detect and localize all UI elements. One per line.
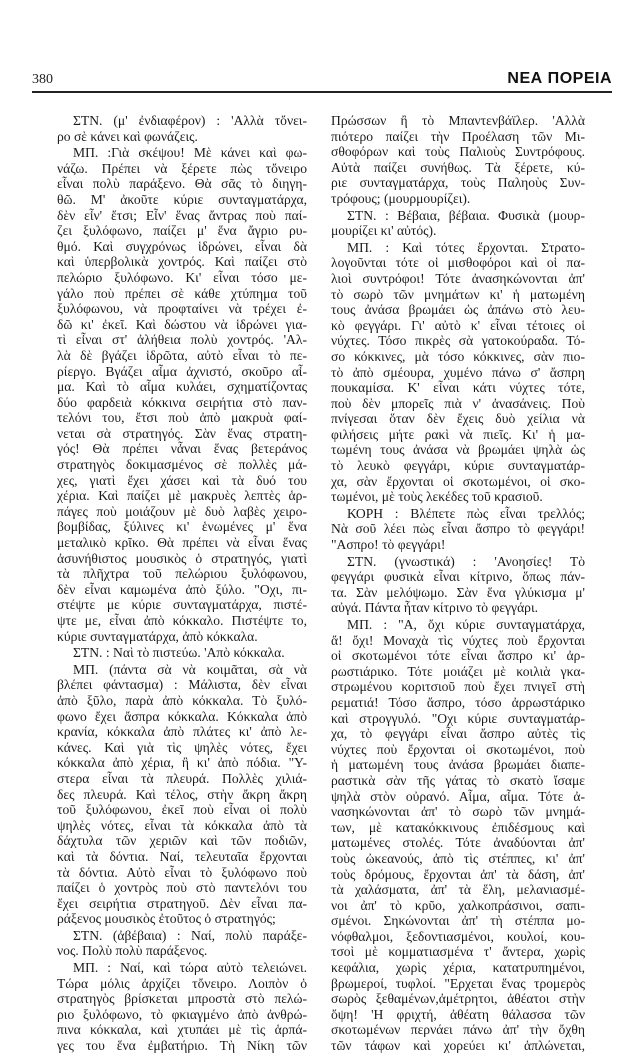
text-line: σμένοι. Σηκώνονται ἀπ' τὴ στέππα μο- (331, 913, 585, 929)
text-line: κεφάλια, χωρὶς χέρια, κατατρυπημένοι, (331, 960, 585, 976)
text-line: παίζει ὁ χοντρὸς ποὺ στὸ παντελόνι του (57, 880, 307, 896)
text-line: νοι ἀπ' τὸ κρῦο, χαλκοπράσινοι, σαπι- (331, 897, 585, 913)
journal-title: ΝΕΑ ΠΟΡΕΙΑ (507, 70, 612, 87)
text-line: νύχτες ποὺ ἔρχονται οἱ σκοτωμένοι, ποὺ (331, 741, 585, 757)
text-line: ΜΠ. : Καὶ τότες ἔρχονται. Στρατο- (347, 239, 585, 255)
text-line: τρόφους; (μουρμουρίζει). (331, 190, 471, 206)
text-line: κύριε συνταγματάρχα, ἀπὸ κόκκαλα. (57, 628, 258, 644)
text-line: τους ἀνάσα βρωμάει ὡς ἀπάνω στὸ λευ- (331, 302, 585, 318)
text-line: ΜΠ. :Γιὰ σκέψου! Μὲ κάνει καὶ φω- (73, 145, 307, 161)
text-line: χα, σὰν ἔρχονται οἱ σκοτωμένοι, οἱ σκο- (331, 473, 585, 489)
text-line: γες του ἕνα ἐμβατήριο. Τὴ Νίκη τῶν (57, 1038, 307, 1054)
text-line: πιότερο παίζει τὴν Προέλαση τῶν Μι- (331, 128, 585, 144)
text-line: ἄ! ὄχι! Μοναχὰ τὶς νύχτες ποὺ ἔρχονται (331, 632, 585, 648)
text-line: δὲν εἶναι καμωμένα ἀπὸ ξύλο. "Οχι, πι- (57, 581, 307, 597)
text-line: λὰ δὲ βγάζει ἱδρῶτα, αὐτὸ εἶναι τὸ πε- (57, 347, 307, 363)
text-line: κάνες. Καὶ γιὰ τὶς ψηλὲς νότες, ἔχει (57, 739, 307, 755)
text-line: νάζω. Πρέπει νὰ ξέρετε πὼς τὄνειρο (57, 160, 307, 176)
text-line: ΜΠ. : "Α, ὄχι κύριε συνταγματάρχα, (347, 617, 585, 632)
text-line: βομβίδας, ξύλινες κι' ἑνωμένες μ' ἕνα (57, 519, 307, 535)
text-line: "Ασπρο! τὸ φεγγάρι! (331, 537, 446, 553)
text-line: ριε συνταγματάρχα, τοὺς Παληοὺς Συν- (331, 175, 585, 191)
text-line: τὶ εἶναι στ' ἀλήθεια πολὺ χοντρός. 'Αλ- (57, 332, 307, 348)
text-line: ΣΤΝ. : Ναὶ τὸ πιστεύω. 'Απὸ κόκκαλα. (73, 645, 285, 661)
text-line: γός! Θὰ πρέπει νἆναι ἕνας βετεράνος (57, 441, 307, 457)
text-line: τοὺς ὠκεανούς, ἀπὸ τὶς στέππες, κι' ἀπ' (331, 850, 585, 866)
text-line: ραστικὰ σὰν τῆς γάτας τὸ σκατὸ ἴσαμε (331, 772, 585, 788)
text-line: θμό. Καὶ συγχρόνως ἱδρώνει, εἶναι δὰ (57, 238, 307, 254)
text-line: τοὺς δρόμους, ἔρχονται ἀπ' τὰ δάση, ἀπ' (331, 866, 585, 882)
text-line: τῶν τάφων καὶ χορεύει κι' ἁπλώνεται, (331, 1038, 585, 1054)
text-line: ΣΤΝ. (μ' ἐνδιαφέρον) : 'Αλλὰ τὄνει- (73, 113, 307, 128)
text-column-left (57, 113, 307, 1054)
text-line: βλέπει φάντασμα) : Μάλιστα, δὲν εἶναι (57, 677, 307, 693)
text-line: ὄψη! 'Η φριχτή, ἀθέατη θάλασσα τῶν (331, 1006, 585, 1022)
text-line: τὰ πλῆχτρα τοῦ πελώριου ξυλόφωνου, (57, 566, 307, 582)
text-line: θῶ. Μ' ἀκοῦτε κύριε συνταγματάρχα, (57, 191, 307, 207)
text-line: ἡ ματωμένη τους ἀνάσα βρωμάει διαπε- (331, 757, 585, 773)
text-line: τελόνι του, ἔτσι ποὺ ἀπὸ μακρυὰ φαί- (57, 410, 307, 426)
text-line: Πρώσσων ἢ τὸ Μπαντενβάϊλερ. 'Αλλὰ (331, 113, 585, 128)
text-line: τσοὶ μὲ κομματιασμένα τ' ἄντερα, χωρὶς (331, 944, 585, 960)
text-line: κὸ φεγγάρι. Γι' αὐτὸ κ' εἶναι τέτοιες οἱ (331, 317, 585, 333)
text-line: ματωμένες στολές. Τότε ἀναδύονται ἀπ' (331, 835, 585, 851)
text-line: δῶ κι' ἐκεῖ. Καὶ δώστου νὰ ἱδρώνει για- (57, 316, 307, 332)
text-line: φωνο ἔχει ἄσπρα κόκκαλα. Κόκκαλα ἀπὸ (57, 708, 307, 724)
text-line: φιλήσεις μήτε ρακὶ νὰ πιεῖς. Κι' ἡ μα- (331, 426, 585, 442)
text-line: ΜΠ. : Ναί, καὶ τώρα αὐτὸ τελειώνει. (73, 960, 307, 976)
text-column-right (331, 113, 585, 1054)
text-line: ἀπὸ ξῦλο, παρὰ ἀπὸ κόκκαλα. Τὸ ξυλό- (57, 692, 307, 708)
text-line: κρανία, κόκκαλα ἀπὸ πλάτες κι' ἀπὸ λε- (57, 724, 307, 740)
text-line: στερα εἶναι τὰ πλευρά. Πολλὲς χιλιά- (57, 770, 307, 786)
text-line: ψηλὲς νότες, εἶναι τὰ κόκκαλα ἀπὸ τὰ (57, 817, 307, 833)
text-line: νύχτες. Τόσο πικρὲς σὰ γατοκούραδα. Τό- (331, 333, 585, 349)
text-line: Τώρα μόλις ἀρχίζει τὄνειρο. Λοιπὸν ὁ (57, 975, 307, 991)
text-line: στρωμένου κοριτσιοῦ ποὺ ἔχει πνιγεῖ στὴ (331, 679, 585, 695)
text-line: τωμένοι, μὲ τοὺς λεκέδες τοῦ κρασιοῦ. (331, 489, 543, 505)
text-line: ρεματιά! Τόσο ἄσπρο, τόσο ἀρρωστάρικο (331, 694, 585, 710)
text-line: τοῦ ξυλόφωνου, ἐκεῖ ποὺ εἶναι οἱ πολὺ (57, 802, 307, 818)
text-line: ποὺ δὲν μπορεῖς πιὰ ν' ἀνασάνεις. Ποὺ (331, 395, 585, 411)
text-line: ρωστιάρικο. Τότε μοιάζει μὲ κοιλιὰ γκα- (331, 663, 585, 679)
text-line: τὰ δόντια. Αὐτὸ εἶναι τὸ ξυλόφωνο ποὺ (57, 864, 307, 880)
text-line: οἱ σκοτωμένοι τότε εἶναι ἄσπρο κι' ἀρ- (331, 648, 585, 664)
text-line: πάγες ποὺ μοιάζουν μὲ δυὸ λαβὲς χειρο- (57, 503, 307, 519)
text-line: καὶ τὰ δόντια. Ναί, τελευταῖα ἔρχονται (57, 848, 307, 864)
page-number: 380 (32, 72, 53, 87)
text-line: ἀσυνήθιστος μουσικὸς ὁ στρατηγός, γιατὶ (57, 550, 307, 566)
text-line: νεται σὰ στρατηγός. Σὰν ἕνας στρατη- (57, 425, 307, 441)
page-header (32, 64, 612, 88)
text-line: των, μὲ κατακόκκινους ἐπιδέσμους καὶ (331, 819, 585, 835)
text-line: λιοὶ συντρόφοι! Τότε ἀνασηκώνονται ἀπ' (331, 270, 585, 286)
text-line: δάχτυλα τῶν χεριῶν καὶ τῶν ποδιῶν, (57, 833, 307, 849)
text-line: ζει ξυλόφωνο, παίζει μ' ἕνα ἄγριο ρυ- (57, 223, 307, 239)
header-rule (32, 91, 612, 93)
text-line: στέψτε με κύριε συνταγματάρχα, πιστέ- (57, 597, 307, 613)
text-line: πελώριο ξυλόφωνο. Κι' εἶναι τόσο με- (57, 269, 307, 285)
text-line: εἶναι πολὺ παράξενο. Θὰ σᾶς τὸ διηγη- (57, 176, 307, 192)
text-line: τὰ χαλάσματα, ἀπ' τὰ ἕλη, μελανιασμέ- (331, 882, 585, 898)
text-line: χες, γιατὶ ἔχει χάσει καὶ τὰ δυό του (57, 472, 307, 488)
text-line: νόφθαλμοι, ξεδοντιασμένοι, κουλοί, κου- (331, 928, 585, 944)
text-line: καὶ στρογγυλό. "Οχι κύριε συνταγματάρ- (331, 710, 585, 726)
text-line: ρίεργο. Βγάζει αἷμα ἀχνιστό, σκοῦρο αἷ- (57, 363, 307, 379)
text-line: σο κόκκινες, μὰ τόσο κόκκινες, σὰν πιο- (331, 348, 585, 364)
text-line: δες πλευρά. Καὶ τέλος, στὴν ἄκρη ἄκρη (57, 786, 307, 802)
text-line: ξυλόφωνου, νὰ προφταίνει νὰ τρέχει ἐ- (57, 301, 307, 317)
text-line: στρατηγὸς δοκιμασμένος σὲ πολλὲς μά- (57, 457, 307, 473)
text-line: φεγγάρι φυσικὰ εἶναι κίτρινο, ὅπως πάν- (331, 569, 585, 585)
text-line: λογοῦνται τότε οἱ μισθοφόροι καὶ οἱ πα- (331, 255, 585, 271)
text-line: τὸ ἀπὸ σμέουρα, χυμένο πάνω σ' ἄσπρη (331, 364, 585, 380)
text-line: τὸ σωρὸ τῶν μνημάτων κι' ἡ ματωμένη (331, 286, 585, 302)
text-line: ψηλὰ στὸν οὐρανό. Αἷμα, αἷμα. Τότε ἀ- (331, 788, 585, 804)
text-line: στρατηγὸς βρίσκεται μπροστὰ στὸ πελώ- (57, 991, 307, 1007)
text-line: νος. Πολὺ πολὺ παράξενος. (57, 943, 208, 959)
text-line: ἔχει σειρήτια στρατηγοῦ. Δὲν εἶναι πα- (57, 895, 307, 911)
text-line: πινα κόκκαλα, καὶ χτυπάει μὲ τὶς ἁρπά- (57, 1022, 307, 1038)
text-line: ΚΟΡΗ : Βλέπετε πὼς εἶναι τρελλός; (347, 505, 585, 521)
text-line: πουκαμίσα. Κ' εἶναι κάτι νύχτες τότε, (331, 380, 585, 396)
text-line: κόκκαλα ἀπὸ χέρια, ἢ κι' ἀπὸ πόδια. "Υ- (57, 755, 307, 771)
text-line: ΣΤΝ. (ἀβέβαια) : Ναί, πολὺ παράξε- (73, 927, 307, 943)
text-line: καὶ ὑπερβολικὰ χοντρός. Καὶ παίζει στὸ (57, 254, 307, 270)
text-line: μεταλικὸ κρῖκο. Θὰ πρέπει νὰ εἶναι ἕνας (57, 535, 307, 551)
text-line: σκοτωμένων περνάει πάνω ἀπ' τὴν ὄχθη (331, 1022, 585, 1038)
text-line: ριο ξυλόφωνο, τὸ φκιαγμένο ἀπὸ ἀνθρώ- (57, 1006, 307, 1022)
text-line: πνίγεσαι ὅταν δὲν ἔχεις δυὸ χείλια νὰ (331, 411, 585, 427)
text-line: ΣΤΝ. : Βέβαια, βέβαια. Φυσικὰ (μουρ- (347, 207, 585, 223)
text-line: νασηκώνονται ἀπ' τὸ σωρὸ τῶν μνημά- (331, 804, 585, 820)
text-line: ράξενος μουσικὸς ἐτοῦτος ὁ στρατηγός; (57, 911, 276, 927)
text-line: χα, τὸ φεγγάρι εἶναι ἄσπρο αὐτὲς τὶς (331, 726, 585, 742)
text-line: σθοφόρων καὶ τοὺς Παλιοὺς Συντρόφους. (331, 144, 585, 160)
text-line: τωμένη τους ἀνάσα νὰ βρωμάει ψηλὰ ὡς (331, 442, 585, 458)
text-line: γάλο ποὺ πρέπει σὲ κάθε χτύπημα τοῦ (57, 285, 307, 301)
text-line: αὐγά. Πάντα ἦταν κίτρινο τὸ φεγγάρι. (331, 600, 539, 616)
text-line: βρωμεροί, τυφλοί. "Ερχεται ἕνας τρομερὸς (331, 975, 585, 991)
text-line: χέρια. Καὶ παίζει μὲ μακρυὲς λεπτὲς ἁρ- (57, 488, 307, 504)
text-line: δύο φαρδειὰ κόκκινα σειρήτια στὸ παν- (57, 394, 307, 410)
text-line: ΣΤΝ. (γνωστικά) : 'Ανοησίες! Τὸ (347, 553, 585, 569)
text-line: μουρίζει κι' αὐτός). (331, 223, 437, 239)
text-line: ΜΠ. (πάντα σὰ νὰ κοιμᾶται, σὰ νὰ (73, 661, 307, 677)
text-line: τα. Σὰν μελόψωμο. Σὰν ἕνα γλύκισμα μ' (331, 584, 585, 600)
text-line: δὲν εἶν' ἔτσι; Εἶν' ἕνας ἄντρας ποὺ παί- (57, 207, 307, 223)
text-line: ρο σὲ κάνει καὶ φωνάζεις. (57, 128, 198, 144)
text-line: Αὐτὰ παίζει συνήθως. Τὰ ξέρετε, κύ- (331, 159, 585, 175)
text-line: τὸ λευκὸ φεγγάρι, κύριε συνταγματάρ- (331, 458, 585, 474)
text-line: ψτε με, εἶναι ἀπὸ κόκκαλο. Πιστέψτε το, (57, 613, 307, 628)
text-line: μα. Καὶ τὸ αἷμα κυλάει, σχηματίζοντας (57, 379, 307, 395)
text-line: σωρὸς ξεθαμένων,ἀμέτρητοι, ἀθέατοι στὴν (331, 991, 585, 1007)
text-line: Νὰ σοῦ λέει πὼς εἶναι ἄσπρο τὸ φεγγάρι! (331, 521, 585, 537)
